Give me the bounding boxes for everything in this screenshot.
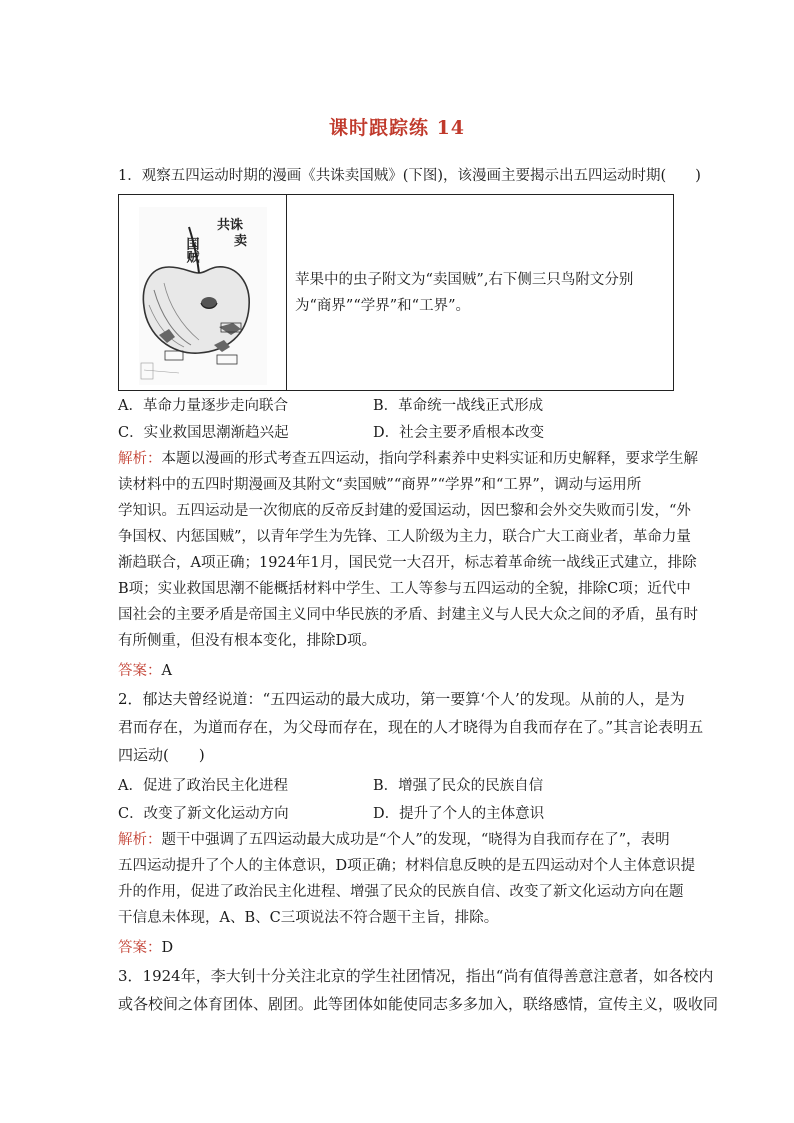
q1-analysis-line-2: 读材料中的五四时期漫画及其附文“卖国贼”“商界”“学界”和“工界”，调动与运用所 [118,477,642,493]
q3-stem-line-1: 3．1924年，李大钊十分关注北京的学生社团情况，指出“尚有值得善意注意者，如各校内 [118,967,714,985]
q2-stem-line-3: 四运动( ) [118,746,205,764]
q2-analysis-label: 解析： [118,832,162,848]
q2-stem-line-1: 2．郁达夫曾经说道：“五四运动的最大成功，第一要算‘个人’的发现。从前的人，是为 [118,690,685,708]
q1-description-text: 苹果中的虫子附文为“卖国贼”,右下侧三只鸟附文分别为“商界”“学界”和“工界”。 [295,271,634,314]
q1-answer-label: 答案： [118,663,162,679]
q1-material-description [287,195,673,390]
q2-stem-line-2: 君而存在，为道而存在，为父母而存在，现在的人才晓得为自我而存在了。”其言论表明五 [118,718,704,736]
q2-analysis-line-2: 五四运动提升了个人的主体意识，D项正确；材料信息反映的是五四运动对个人主体意识提 [118,858,696,874]
q1-analysis-line-3: 学知识。五四运动是一次彻底的反帝反封建的爱国运动，因巴黎和会外交失败而引发，“外 [118,503,691,519]
q1-option-c: C．实业救国思潮渐趋兴起 [118,425,289,441]
q1-analysis-line-6: B项；实业救国思潮不能概括材料中学生、工人等参与五四运动的全貌，排除C项；近代中 [118,581,691,597]
q1-analysis-line-5: 渐趋联合，A项正确；1924年1月，国民党一大召开，标志着革命统一战线正式建立，排除 [118,555,697,571]
q2-analysis-line-1: 解析：题干中强调了五四运动最大成功是“个人”的发现，“晓得为自我而存在了”，表明 [118,832,670,848]
page-title: 课时跟踪练 14 [328,117,466,139]
q1-option-d: D．社会主要矛盾根本改变 [373,425,545,441]
cartoon-caption-2: 国贼 [183,237,199,263]
q1-analysis-label: 解析： [118,451,162,467]
q1-answer-value: A [161,663,172,679]
q2-answer [118,938,173,958]
q1-analysis-line-1: 解析：本题以漫画的形式考查五四运动，指向学科素养中史料实证和历史解释，要求学生解 [118,451,698,467]
q2-option-a: A．促进了政治民主化进程 [118,778,288,794]
q1-cartoon-image [119,195,287,390]
q2-option-b: B．增强了民众的民族自信 [373,778,544,794]
q1-analysis-line-4: 争国权、内惩国贼”，以青年学生为先锋、工人阶级为主力，联合广大工商业者，革命力量 [118,529,691,545]
q2-analysis-line-4: 干信息未体现，A、B、C三项说法不符合题干主旨，排除。 [118,910,499,926]
q2-answer-value: D [161,940,174,956]
cartoon-caption-1: 共诛 [217,218,244,233]
q3-stem-line-2: 或各校间之体育团体、剧团。此等团体如能使同志多多加入，联络感情，宣传主义，吸收同 [118,995,719,1013]
q1-analysis-line-8: 有所侧重，但没有根本变化，排除D项。 [118,633,377,649]
q1-option-a: A．革命力量逐步走向联合 [118,398,288,414]
q2-analysis-line-3: 升的作用，促进了政治民主化进程、增强了民众的民族自信、改变了新文化运动方向在题 [118,884,684,900]
cartoon-caption-3: 卖 [234,234,248,249]
cartoon-illustration [119,195,285,390]
q1-answer [118,661,172,681]
q2-option-d: D．提升了个人的主体意识 [373,806,545,822]
q1-analysis-line-7: 国社会的主要矛盾是帝国主义同中华民族的矛盾、封建主义与人民大众之间的矛盾，虽有时 [118,607,698,623]
q1-stem: 1．观察五四运动时期的漫画《共诛卖国贼》(下图)，该漫画主要揭示出五四运动时期( ) [118,168,701,184]
q2-answer-label: 答案： [118,940,162,956]
q1-material-table [118,194,674,391]
q1-option-b: B．革命统一战线正式形成 [373,398,544,414]
q2-option-c: C．改变了新文化运动方向 [118,806,289,822]
